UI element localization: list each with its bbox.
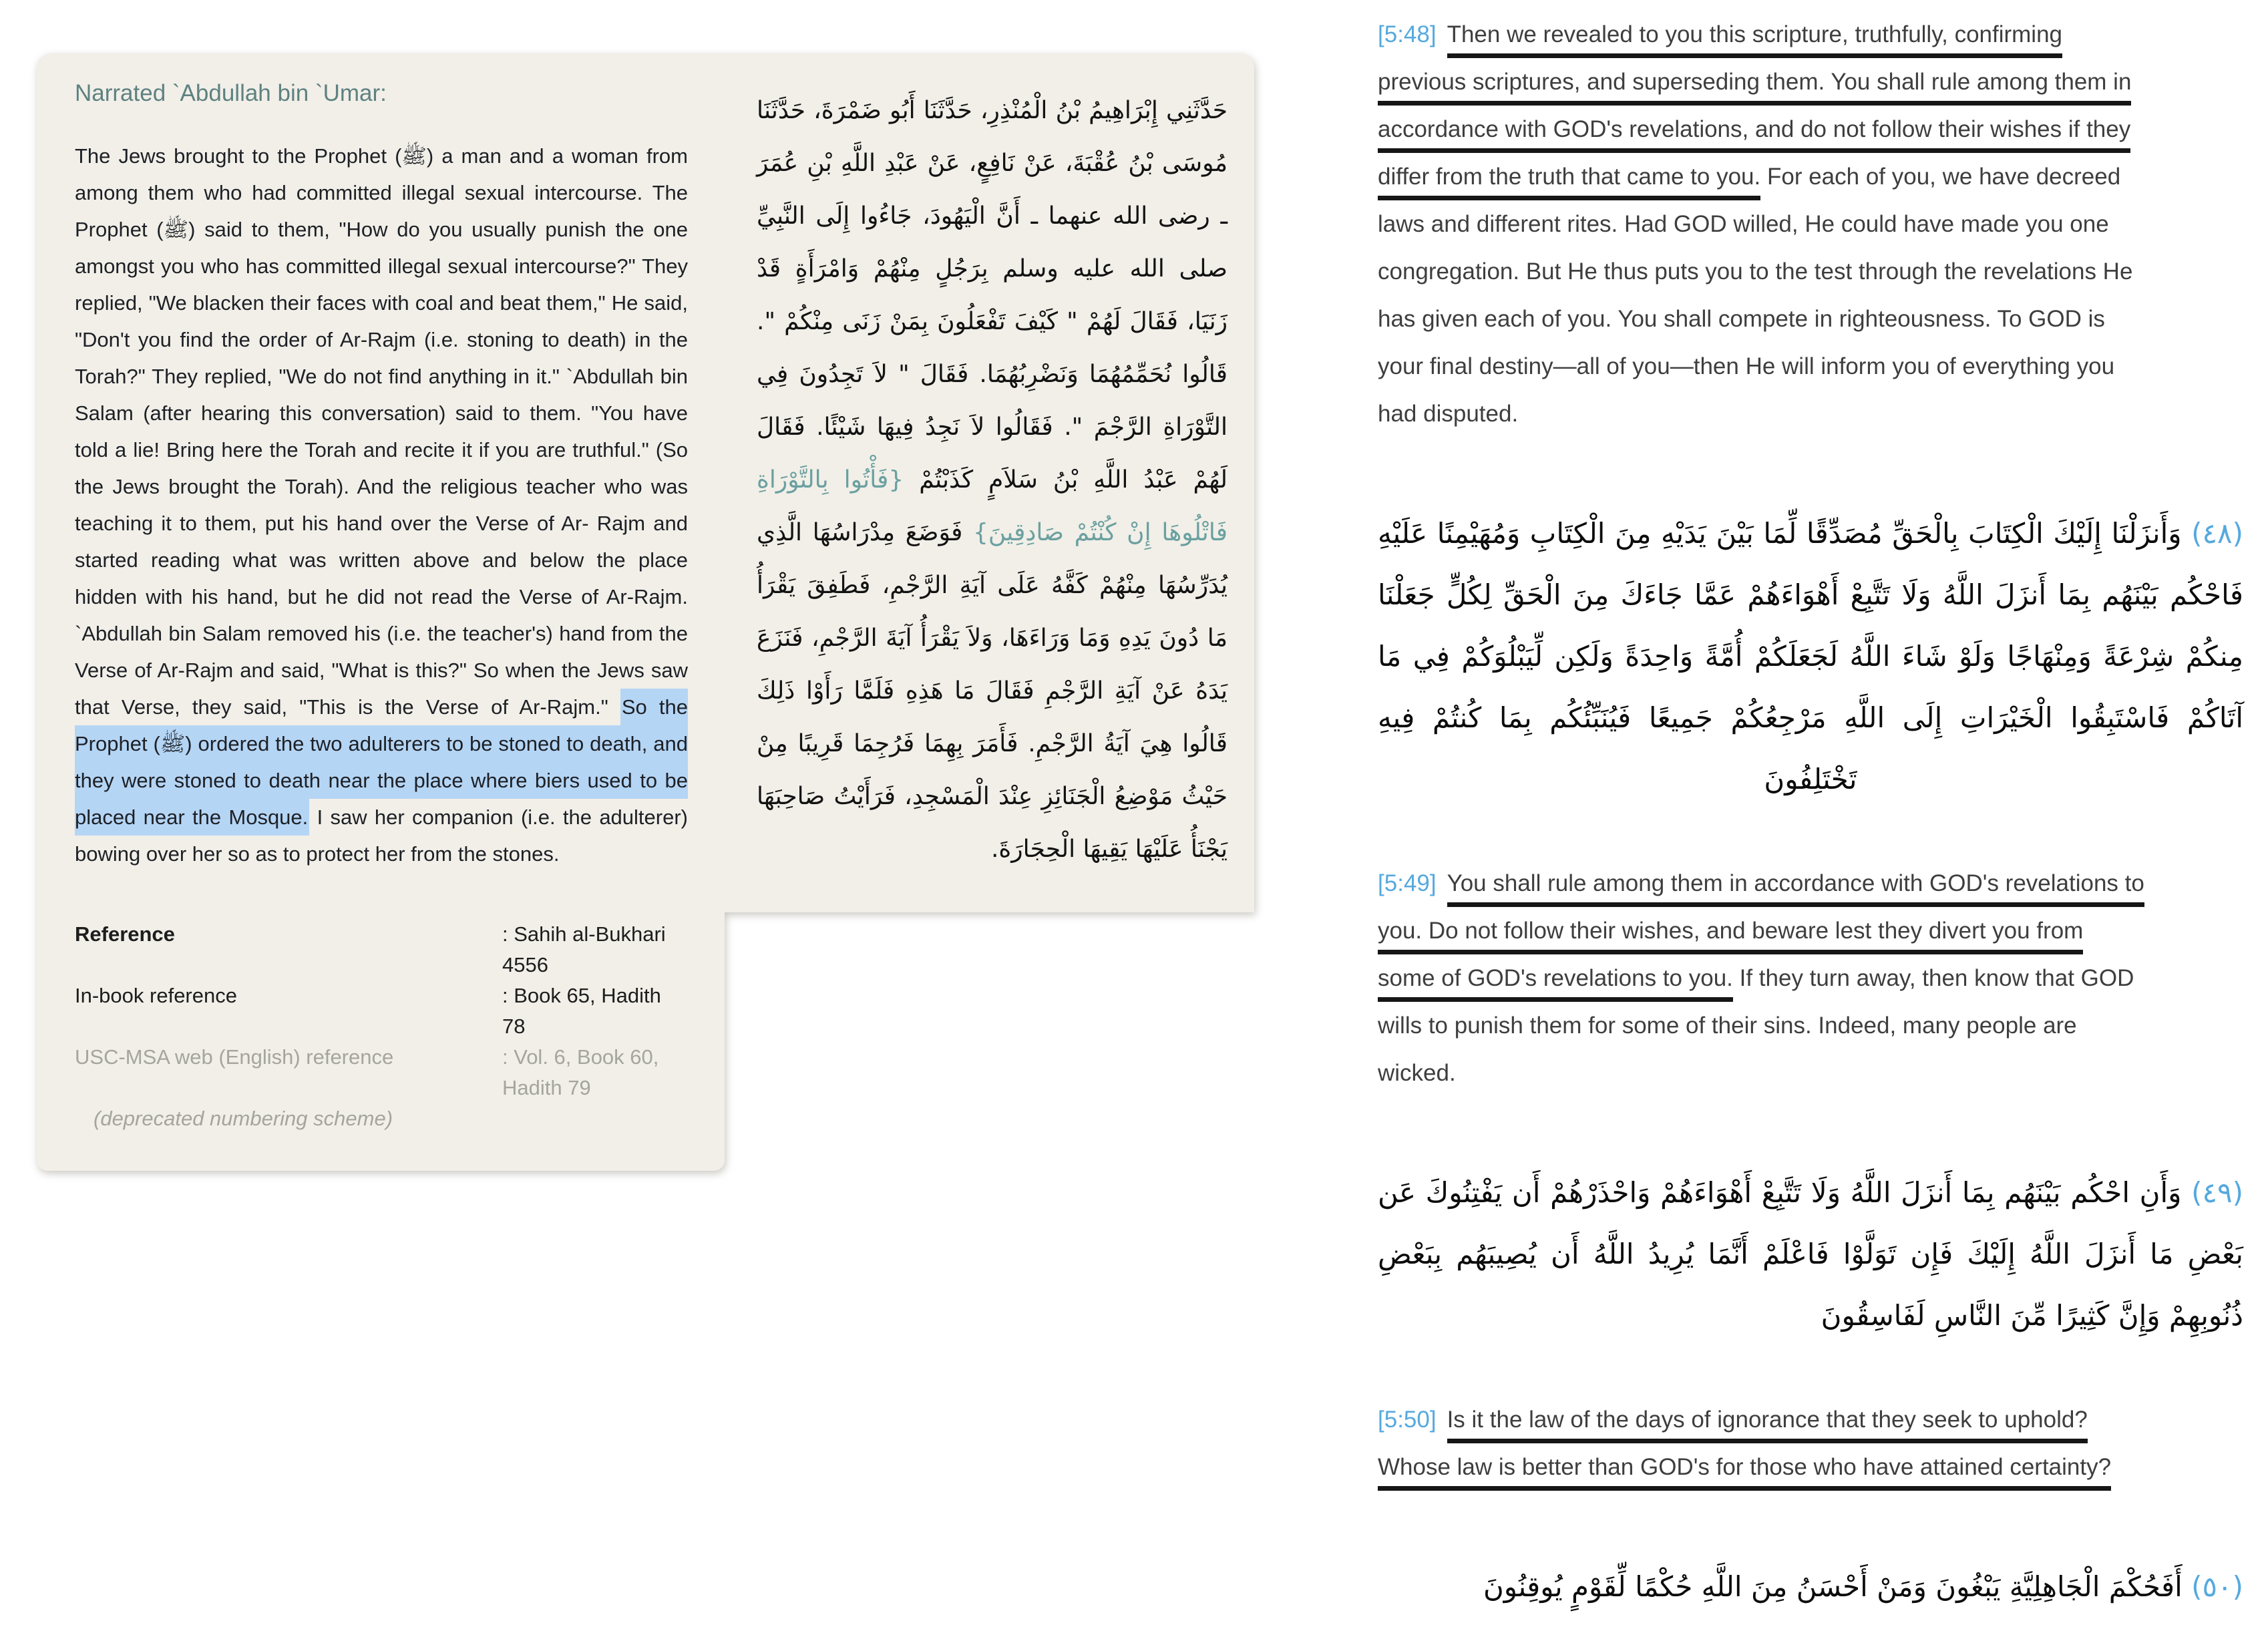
verse-line: [1378, 914, 2243, 961]
verse-5-50: [1378, 1403, 2243, 1618]
verse-5-48: [1378, 17, 2243, 810]
reference-value: : Vol. 6, Book 60, Hadith 79: [502, 1045, 659, 1099]
hadith-arabic-column: [725, 53, 1254, 912]
verse-text-underlined: some of GOD's revelations to you.: [1378, 965, 1733, 1002]
hadith-arabic-after-quote: فَوَضَعَ مِدْرَاسُهَا الَّذِي يُدَرِّسُهَا مِنْهُمْ كَفَّهُ عَلَى آيَةِ الرَّجْمِ، فَطَفِقَ يَقْرَأُ مَا دُونَ يَدِهِ وَمَا وَرَاءَهَا، وَلاَ يَقْرَأُ آيَةَ الرَّجْمِ، فَنَزَعَ يَدَهُ عَنْ آيَةِ الرَّجْمِ فَقَالَ مَا هَذِهِ فَلَمَّا رَأَوْا ذَلِكَ قَالُوا هِيَ آيَةُ الرَّجْمِ. فَأَمَرَ بِهِمَا فَرُجِمَا قَرِيبًا مِنْ حَيْثُ مَوْضِعُ الْجَنَائِزِ عِنْدَ الْمَسْجِدِ، فَرَأَيْتُ صَاحِبَهَا يَجْنَأُ عَلَيْهَا يَقِيهَا الْحِجَارَةَ.: [757, 519, 1227, 863]
verse-line: [1378, 17, 2243, 65]
verse-line: [1378, 65, 2243, 112]
verse-text: laws and different rites. Had GOD willed, He could have made you one: [1378, 211, 2109, 237]
verse-text: For each of you, we have decreed: [1760, 164, 2121, 190]
verse-line: [1378, 1403, 2243, 1450]
verse-line: [1378, 961, 2243, 1009]
verses: [1378, 17, 2243, 1631]
hadith-arabic-before-quote: حَدَّثَنِي إِبْرَاهِيمُ بْنُ الْمُنْذِرِ، حَدَّثَنَا أَبُو ضَمْرَةَ، حَدَّثَنَا مُوسَى بْنُ عُقْبَةَ، عَنْ نَافِعٍ، عَنْ عَبْدِ اللَّهِ بْنِ عُمَرَ ـ رضى الله عنهما ـ أَنَّ الْيَهُودَ، جَاءُوا إِلَى النَّبِيِّ صلى الله عليه وسلم بِرَجُلٍ مِنْهُمْ وَامْرَأَةٍ قَدْ زَنَيَا، فَقَالَ لَهُمْ " كَيْفَ تَفْعَلُونَ بِمَنْ زَنَى مِنْكُمْ ". قَالُوا نُحَمِّمُهُمَا وَنَضْرِبُهُمَا. فَقَالَ " لاَ تَجِدُونَ فِي التَّوْرَاةِ الرَّجْمَ ". فَقَالُوا لاَ نَجِدُ فِيهَا شَيْئًا. فَقَالَ لَهُمْ عَبْدُ اللَّهِ بْنُ سَلاَمٍ كَذَبْتُمْ: [757, 97, 1227, 494]
verse-text-underlined: Whose law is better than GOD's for those who have attained certainty?: [1378, 1454, 2111, 1491]
verse-text: your final destiny—all of you—then He will inform you of everything you: [1378, 353, 2115, 379]
reference-value: : Book 65, Hadith 78: [502, 984, 661, 1038]
verse-arabic-text: وَأَنزَلْنَا إِلَيْكَ الْكِتَابَ بِالْحَقِّ مُصَدِّقًا لِّمَا بَيْنَ يَدَيْهِ مِنَ الْكِتَابِ وَمُهَيْمِنًا عَلَيْهِ فَاحْكُم بَيْنَهُم بِمَا أَنزَلَ اللَّهُ وَلَا تَتَّبِعْ أَهْوَاءَهُمْ عَمَّا جَاءَكَ مِنَ الْحَقِّ لِكُلٍّ جَعَلْنَا مِنكُمْ شِرْعَةً وَمِنْهَاجًا وَلَوْ شَاءَ اللَّهُ لَجَعَلَكُمْ أُمَّةً وَاحِدَةً وَلَكِن لِّيَبْلُوَكُمْ فِي مَا آتَاكُمْ فَاسْتَبِقُوا الْخَيْرَاتِ إِلَى اللَّهِ مَرْجِعُكُمْ جَمِيعًا فَيُنَبِّئُكُم بِمَا كُنتُمْ فِيهِ تَخْتَلِفُونَ: [1378, 517, 2243, 795]
reference-row: [75, 1103, 688, 1134]
verse-line: [1378, 112, 2243, 160]
verse-5-49: [1378, 866, 2243, 1346]
verse-text: If they turn away, then know that GOD: [1732, 965, 2134, 991]
verse-ref: [5:50]: [1378, 1407, 1437, 1433]
verse-line: [1378, 397, 2243, 444]
verse-line: [1378, 866, 2243, 914]
hadith-arabic-text: [757, 84, 1227, 876]
verse-arabic: [1378, 1556, 2243, 1618]
reference-value: (deprecated numbering scheme): [93, 1107, 393, 1130]
verse-text-underlined: Is it the law of the days of ignorance that they seek to uphold?: [1447, 1407, 2088, 1443]
hadith-text-before-selection: The Jews brought to the Prophet (ﷺ) a man and a woman from among them who had committed illegal sexual intercourse. The Prophet (ﷺ) said to them, "How do you usually punish the one amongst you who has committed illegal sexual intercourse?" They replied, "We blacken their faces with coal and beat them," He said, "Don't you find the order of Ar-Rajm (i.e. stoning to death) in the Torah?" They replied, "We do not find anything in it." `Abdullah bin Salam (after hearing this conversation) said to them. "You have told a lie! Bring here the Torah and recite it if you are truthful." (So the Jews brought the Torah). And the religious teacher who was teaching it to them, put his hand over the Verse of Ar- Rajm and started reading what was written above and below the place hidden with his hand, but he did not read the Verse of Ar-Rajm. `Abdullah bin Salam removed his (i.e. the teacher's) hand from the Verse of Ar-Rajm and said, "What is this?" So when the Jews saw that Verse, they said, "This is the Verse of Ar-Rajm.": [75, 144, 688, 719]
reference-table: [75, 919, 688, 1134]
verse-arabic: [1378, 503, 2243, 810]
verse-text-underlined: differ from the truth that came to you.: [1378, 164, 1760, 200]
verse-number-arabic: (٤٩): [2191, 1176, 2243, 1209]
hadith-text-selected: So the Prophet (ﷺ) ordered the two adulterers to be stoned to death, and they were stoned to death near the place where biers used to be placed near the Mosque.: [75, 689, 688, 836]
hadith-english-column: [37, 53, 725, 1171]
reference-value: : Sahih al-Bukhari 4556: [502, 922, 666, 976]
reference-label: Reference: [75, 922, 175, 946]
verse-number-arabic: (٥٠): [2191, 1570, 2243, 1603]
verse-ref: [5:49]: [1378, 870, 1437, 896]
reference-row: [75, 919, 688, 980]
reference-row: [75, 980, 688, 1042]
verse-line: [1378, 349, 2243, 397]
verse-line: [1378, 1009, 2243, 1056]
verse-line: [1378, 1450, 2243, 1497]
reference-label: USC-MSA web (English) reference: [75, 1045, 394, 1069]
hadith-narrator: Narrated `Abdullah bin `Umar:: [75, 80, 387, 106]
verse-line: [1378, 160, 2243, 207]
verse-line: [1378, 254, 2243, 302]
verse-text-underlined: Then we revealed to you this scripture, truthfully, confirming: [1447, 21, 2062, 58]
hadith-text-after-selection: I saw her companion (i.e. the adulterer) bowing over her so as to protect her from the stones.: [75, 805, 688, 866]
verse-text-underlined: You shall rule among them in accordance with GOD's revelations to: [1447, 870, 2144, 907]
verse-text: had disputed.: [1378, 401, 1519, 427]
verse-arabic-text: وَأَنِ احْكُم بَيْنَهُم بِمَا أَنزَلَ اللَّهُ وَلَا تَتَّبِعْ أَهْوَاءَهُمْ وَاحْذَرْهُمْ أَن يَفْتِنُوكَ عَن بَعْضِ مَا أَنزَلَ اللَّهُ إِلَيْكَ فَإِن تَوَلَّوْا فَاعْلَمْ أَنَّمَا يُرِيدُ اللَّهُ أَن يُصِيبَهُم بِبَعْضِ ذُنُوبِهِمْ وَإِنَّ كَثِيرًا مِّنَ النَّاسِ لَفَاسِقُونَ: [1378, 1176, 2243, 1332]
reference-label: In-book reference: [75, 984, 237, 1007]
hadith-body: [75, 138, 688, 872]
verse-text: congregation. But He thus puts you to the test through the revelations He: [1378, 258, 2133, 285]
verse-number-arabic: (٤٨): [2191, 517, 2243, 550]
reference-label: [75, 1103, 93, 1134]
verse-text: wicked.: [1378, 1060, 1456, 1086]
verse-text-underlined: you. Do not follow their wishes, and beware lest they divert you from: [1378, 918, 2083, 954]
verse-text-underlined: accordance with GOD's revelations, and do not follow their wishes if they: [1378, 116, 2130, 153]
verse-arabic-text: أَفَحُكْمَ الْجَاهِلِيَّةِ يَبْغُونَ وَمَنْ أَحْسَنُ مِنَ اللَّهِ حُكْمًا لِّقَوْمٍ يُوقِنُونَ: [1483, 1570, 2192, 1603]
hadith-card: [37, 53, 1254, 1171]
verse-line: [1378, 302, 2243, 349]
verse-line: [1378, 1056, 2243, 1103]
verse-line: [1378, 207, 2243, 254]
verse-ref: [5:48]: [1378, 21, 1437, 47]
verse-text: has given each of you. You shall compete in righteousness. To GOD is: [1378, 306, 2105, 332]
verse-text-underlined: previous scriptures, and superseding them. You shall rule among them in: [1378, 69, 2131, 106]
hadith-arabic-quran-quote: {فَأْتُوا بِالتَّوْرَاةِ فَاتْلُوهَا إِنْ كُنْتُمْ صَادِقِينَ}: [757, 466, 1227, 546]
reference-row: [75, 1042, 688, 1103]
verse-text: wills to punish them for some of their sins. Indeed, many people are: [1378, 1013, 2077, 1039]
verse-arabic: [1378, 1162, 2243, 1346]
